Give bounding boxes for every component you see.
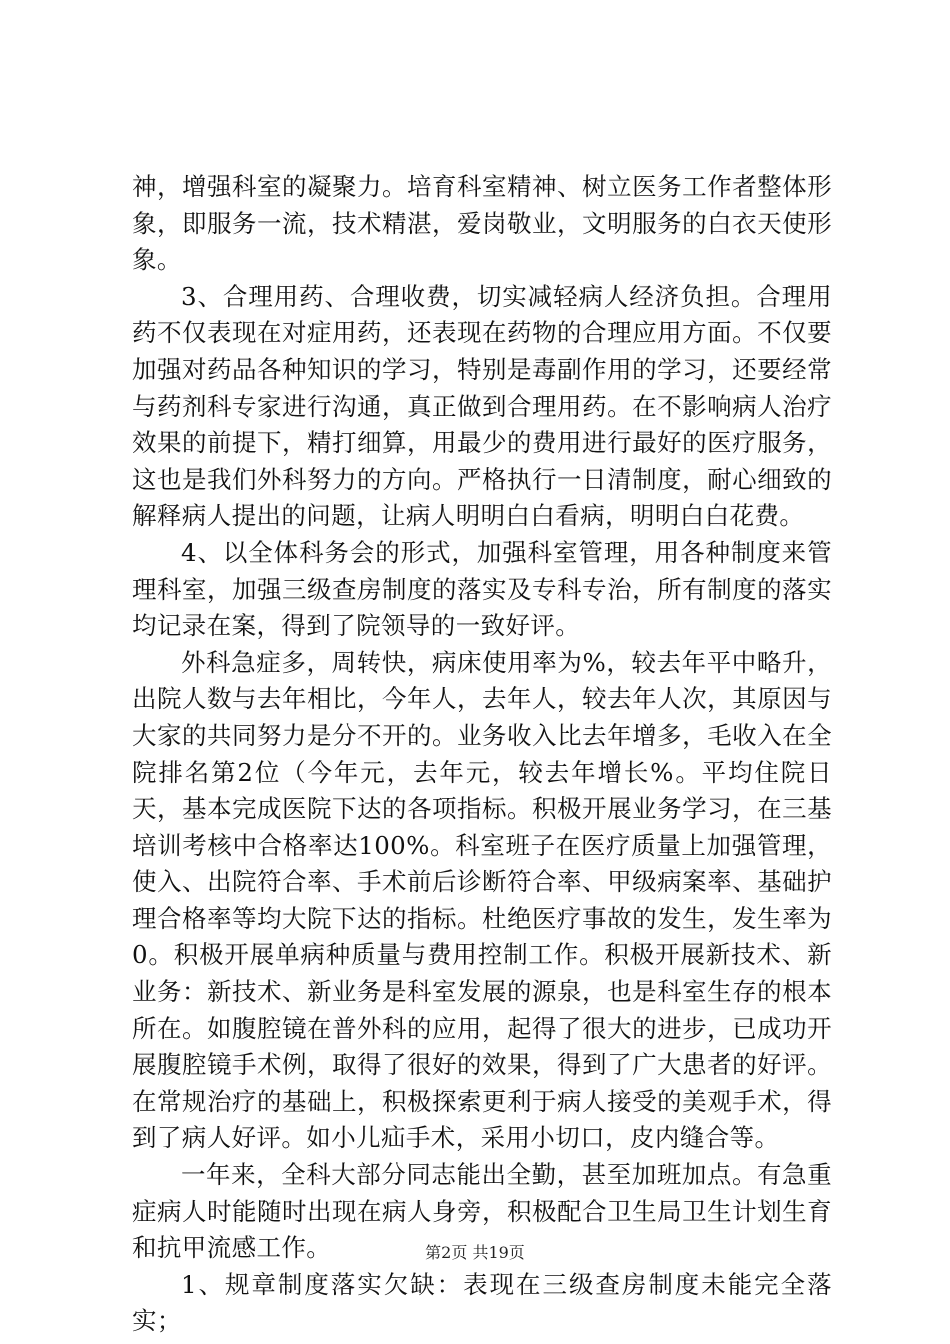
- paragraph-surgery-statistics: 外科急症多，周转快，病床使用率为%，较去年平中略升，出院人数与去年相比，今年人，去年人，较去年人次，其原因与大家的共同努力是分不开的。业务收入比去年增多，毛收入在全院排名第2位（今年元，去年元，较去年增长%。平均住院日天，基本完成医院下达的各项指标。积极开展业务学习，在三基培训考核中合格率达100%。科室班子在医疗质量上加强管理，使入、出院符合率、手术前后诊断符合率、甲级病案率、基础护理合格率等均大院下达的指标。杜绝医疗事故的发生，发生率为0。积极开展单病种质量与费用控制工作。积极开展新技术、新业务：新技术、新业务是科室发展的源泉，也是科室生存的根本所在。如腹腔镜在普外科的应用，起得了很大的进步，已成功开展腹腔镜手术例，取得了很好的效果，得到了广大患者的好评。在常规治疗的基础上，积极探索更利于病人接受的美观手术，得到了病人好评。如小儿疝手术，采用小切口，皮内缝合等。: [132, 647, 832, 1153]
- paragraph-shortcomings: 1、规章制度落实欠缺：表现在三级查房制度未能完全落实；: [132, 1269, 832, 1336]
- paragraph-rational-medication: 3、合理用药、合理收费，切实减轻病人经济负担。合理用药不仅表现在对症用药，还表现在药物的合理应用方面。不仅要加强对药品各种知识的学习，特别是毒副作用的学习，还要经常与药剂科专家进行沟通，真正做到合理用药。在不影响病人治疗效果的前提下，精打细算，用最少的费用进行最好的医疗服务，这也是我们外科努力的方向。严格执行一日清制度，耐心细致的解释病人提出的问题，让病人明明白白看病，明明白白花费。: [132, 281, 832, 531]
- paragraph-continuation: 神，增强科室的凝聚力。培育科室精神、树立医务工作者整体形象，即服务一流，技术精湛，爱岗敬业，文明服务的白衣天使形象。: [132, 172, 832, 275]
- paragraph-attendance: 一年来，全科大部分同志能出全勤，甚至加班加点。有急重症病人时能随时出现在病人身旁，积极配合卫生局卫生计划生育和抗甲流感工作。: [132, 1160, 832, 1263]
- page-number-footer: 第2页 共19页: [425, 1243, 525, 1262]
- paragraph-department-meeting: 4、以全体科务会的形式，加强科室管理，用各种制度来管理科室，加强三级查房制度的落实及专科专治，所有制度的落实均记录在案，得到了院领导的一致好评。: [132, 537, 832, 641]
- document-body: [132, 169, 832, 1340]
